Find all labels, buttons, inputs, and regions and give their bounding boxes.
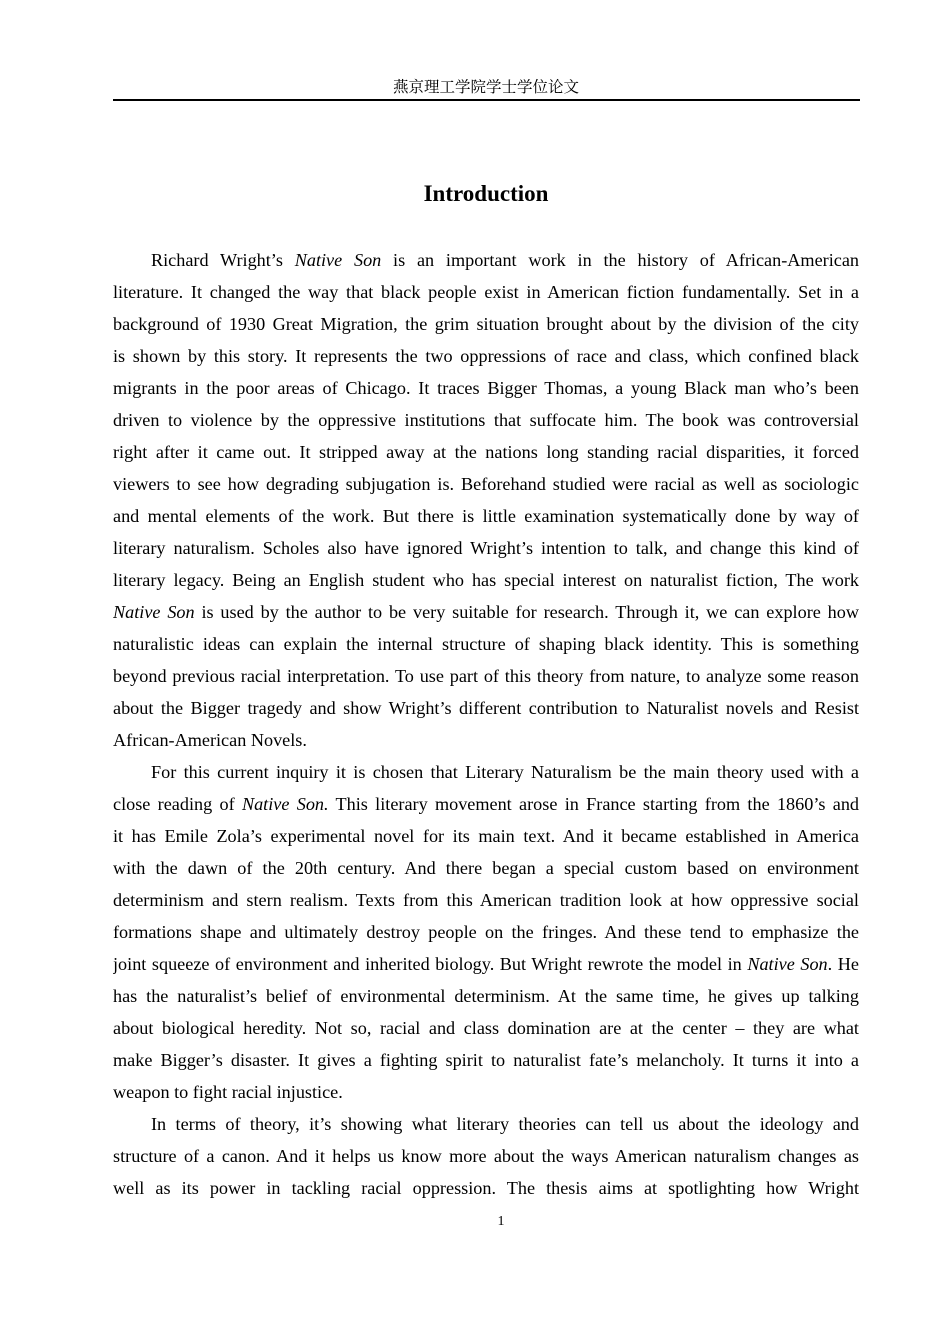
text-line	[113, 852, 859, 884]
text-line	[113, 724, 859, 756]
text-segment: structure of a canon. And it helps us know more about the ways American naturalism changes as	[113, 1146, 859, 1166]
text-segment: has the naturalist’s belief of environmental determinism. At the same time, he gives up talking	[113, 986, 859, 1006]
text-segment: beyond previous racial interpretation. To use part of this theory from nature, to analyze some reason	[113, 666, 859, 686]
text-segment: African-American Novels.	[113, 730, 307, 750]
text-line	[113, 1076, 859, 1108]
text-segment: determinism and stern realism. Texts from this American tradition look at how oppressive social	[113, 890, 859, 910]
text-segment: . He	[827, 954, 859, 974]
text-segment: viewers to see how degrading subjugation is. Beforehand studied were racial as well as sociologic	[113, 474, 859, 494]
text-segment: is shown by this story. It represents the two oppressions of race and class, which confined black	[113, 346, 859, 366]
text-segment: it has Emile Zola’s experimental novel for its main text. And it became established in America	[113, 826, 859, 846]
italic-title: Native Son	[294, 250, 382, 270]
page-number: 1	[497, 1214, 505, 1229]
text-segment: migrants in the poor areas of Chicago. It traces Bigger Thomas, a young Black man who’s been	[113, 378, 859, 398]
body-text	[113, 244, 859, 1204]
text-segment: literary legacy. Being an English student who has special interest on naturalist fiction, The work	[113, 570, 859, 590]
text-line	[113, 788, 859, 820]
text-segment: weapon to fight racial injustice.	[113, 1082, 343, 1102]
text-segment: with the dawn of the 20th century. And there began a special custom based on environment	[113, 858, 859, 878]
text-segment: For this current inquiry it is chosen that Literary Naturalism be the main theory used with a	[151, 762, 859, 782]
text-segment: joint squeeze of environment and inherited biology. But Wright rewrote the model in	[113, 954, 748, 974]
text-segment: is an important work in the history of African-American	[381, 250, 859, 270]
text-line	[113, 1044, 859, 1076]
text-segment: literature. It changed the way that black people exist in American fiction fundamentally. Set in a	[113, 282, 859, 302]
section-title: Introduction	[423, 181, 549, 206]
text-line	[113, 884, 859, 916]
text-segment: about biological heredity. Not so, racial and class domination are at the center – they are what	[113, 1018, 859, 1038]
text-segment: is used by the author to be very suitable for research. Through it, we can explore how	[194, 602, 859, 622]
text-line	[113, 404, 859, 436]
text-line	[113, 340, 859, 372]
text-line	[113, 1012, 859, 1044]
text-segment: about the Bigger tragedy and show Wright’s different contribution to Naturalist novels and Resist	[113, 698, 859, 718]
text-segment: right after it came out. It stripped away at the nations long standing racial disparities, it forced	[113, 442, 859, 462]
italic-title: Native Son.	[241, 794, 329, 814]
text-line	[113, 244, 859, 276]
text-line	[113, 916, 859, 948]
text-segment: This literary movement arose in France starting from the 1860’s and	[328, 794, 859, 814]
text-line	[113, 500, 859, 532]
header-rule	[113, 99, 860, 101]
text-segment: driven to violence by the oppressive institutions that suffocate him. The book was controversial	[113, 410, 859, 430]
text-segment: make Bigger’s disaster. It gives a fighting spirit to naturalist fate’s melancholy. It turns it into a	[113, 1050, 859, 1070]
text-segment: formations shape and ultimately destroy people on the fringes. And these tend to emphasize the	[113, 922, 859, 942]
text-line	[113, 372, 859, 404]
text-segment: well as its power in tackling racial oppression. The thesis aims at spotlighting how Wright	[113, 1178, 859, 1198]
text-line	[113, 468, 859, 500]
text-segment: naturalistic ideas can explain the internal structure of shaping black identity. This is something	[113, 634, 859, 654]
italic-title: Native Son	[113, 602, 195, 622]
text-line	[113, 980, 859, 1012]
text-line	[113, 628, 859, 660]
text-line	[113, 596, 859, 628]
text-segment: and mental elements of the work. But there is little examination systematically done by way of	[113, 506, 859, 526]
text-line	[113, 756, 859, 788]
text-segment: background of 1930 Great Migration, the grim situation brought about by the division of the city	[113, 314, 859, 334]
text-line	[113, 1172, 859, 1204]
text-segment: close reading of	[113, 794, 242, 814]
text-line	[113, 1140, 859, 1172]
text-segment: literary naturalism. Scholes also have ignored Wright’s intention to talk, and change this kind of	[113, 538, 859, 558]
text-line	[113, 532, 859, 564]
text-line	[113, 276, 859, 308]
text-segment: In terms of theory, it’s showing what literary theories can tell us about the ideology and	[151, 1114, 859, 1134]
text-line	[113, 660, 859, 692]
text-line	[113, 948, 859, 980]
running-header: 燕京理工学院学士学位论文	[392, 78, 579, 96]
text-line	[113, 564, 859, 596]
text-line	[113, 1108, 859, 1140]
text-line	[113, 820, 859, 852]
text-segment: Richard Wright’s	[151, 250, 295, 270]
italic-title: Native Son	[747, 954, 828, 974]
text-line	[113, 692, 859, 724]
text-line	[113, 308, 859, 340]
text-line	[113, 436, 859, 468]
